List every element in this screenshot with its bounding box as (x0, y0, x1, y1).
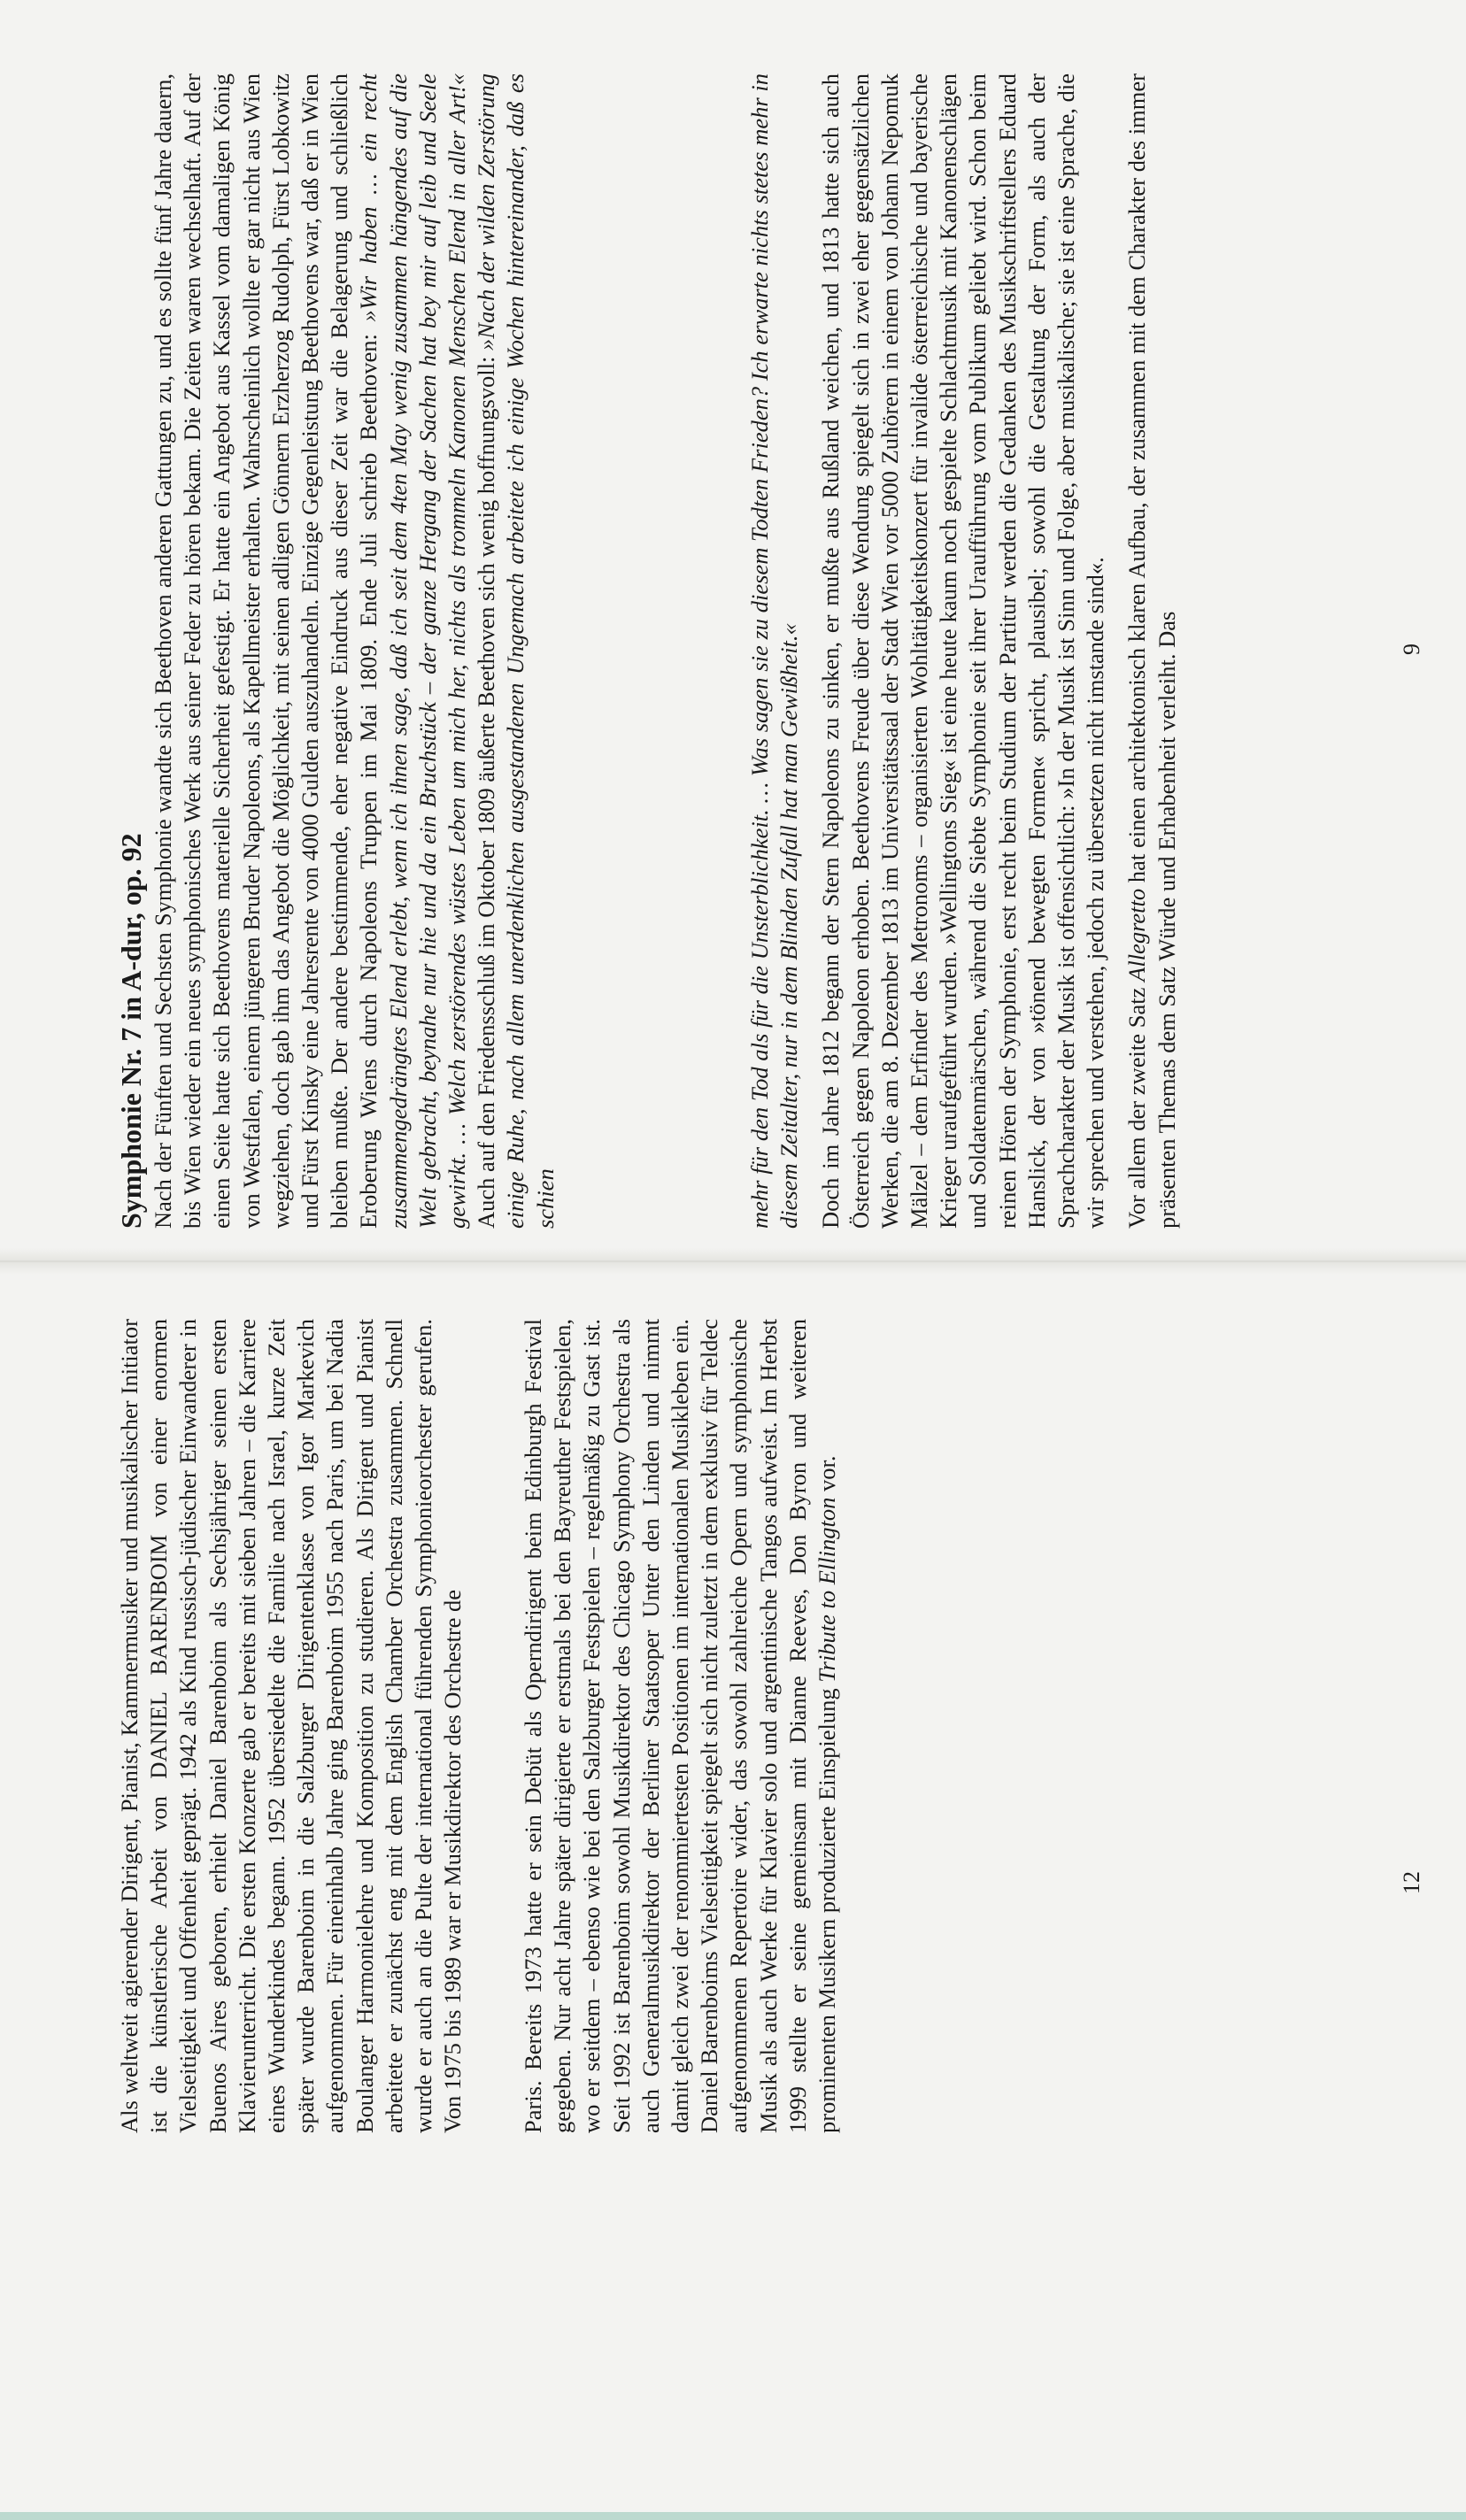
napoleon-paragraph: Doch im Jahre 1812 begann der Stern Napoleons zu sinken, er mußte aus Rußland weichen, und 1813 hatte sich auch Österreich gegen Napoleon erhoben. Beethovens Freude über diese Wendung spiegelt sich in zwei eher gegensätzlichen Werken, die am 8. Dezember 1813 im Universitätssaal der Stadt Wien vor 5000 Zuhörern in einem von Johann Nepomuk Mälzel – dem Erfinder des Metronoms – organisierten Wohltätigkeitskonzert für invalide österreichische und bayerische Krieger uraufgeführt wurden. »Wellingtons Sieg« ist eine heute kaum noch gespielte Schlachtmusik mit Kanonenschlägen und Soldatenmärschen, während die Siebte Symphonie seit ihrer Uraufführung vom Publikum geliebt wird. Schon beim reinen Hören der Symphonie, erst recht beim Studium der Partitur werden die Gedanken des Musikschriftstellers Eduard Hanslick, der von »tönend bewegten Formen« spricht, plausibel; sowohl die Gestaltung der Form, als auch der Sprachcharakter der Musik ist offensichtlich: »In der Musik ist Sinn und Folge, aber musikalische; sie ist eine Sprache, die wir sprechen und verstehen, jedoch zu übersetzen nicht imstande sind«. (817, 73, 1109, 1229)
right-page (115, 73, 1399, 1229)
album-title: Tribute to Ellington (814, 1497, 841, 1683)
beethoven-quote: »Wir haben … ein recht zusammengedrängtes Elend erlebt, wenn ich ihnen sage, daß ich seit dem 4ten May wenig zusammen hängendes auf die Welt gebracht, beynahe nur hie und da ein Bruchstück – der ganze Hergang der Sachen hat bey mir auf leib und Seele gewirkt. … Welch zerstörendes wüstes Leben um mich her, nichts als trommeln Kanonen Menschen Elend in aller Art!« (355, 73, 471, 1229)
beethoven-paragraph: Nach der Fünften und Sechsten Symphonie wandte sich Beethoven anderen Gattungen zu, und es sollte fünf Jahre dauern, bis Wien wieder ein neues symphonisches Werk aus seiner Feder zu hören bekam. Die Zeiten waren wechselhaft. Auf der einen Seite hatte sich Beethovens materielle Sicherheit gefestigt. Er hatte ein Angebot aus Kassel vom damaligen König von Westfalen, einem jüngeren Bruder Napoleons, als Kapellmeister erhalten. Wahrscheinlich wollte er gar nicht aus Wien wegziehen, doch gab ihm das Angebot die Möglichkeit, mit seinen adligen Gönnern Erzherzog Rudolph, Fürst Lobkowitz und Fürst Kinsky eine Jahresrente von 4000 Gulden auszuhandeln. Einzige Gegenleistung Beethovens war, daß er in Wien bleiben mußte. Der andere bestimmende, eher negative Eindruck aus dieser Zeit war die Belagerung und schließlich Eroberung Wiens durch Napoleons Truppen im Mai 1809. Ende Juli schrieb Beethoven: »Wir haben … ein recht zusammengedrängtes Elend erlebt, wenn ich ihnen sage, daß ich seit dem 4ten May wenig zusammen hängendes auf die Welt gebracht, beynahe nur hie und da ein Bruchstück – der ganze Hergang der Sachen hat bey mir auf leib und Seele gewirkt. … Welch zerstörendes wüstes Leben um mich her, nichts als trommeln Kanonen Menschen Elend in aller Art!« Auch auf den Friedensschluß im Oktober 1809 äußerte Beethoven sich wenig hoffnungsvoll: »Nach der wilden Zerstörung einige Ruhe, nach allem unerdenklichen ausgestandenen Ungemach arbeitete ich einige Wochen hintereinander, daß es schien (150, 73, 559, 1229)
left-page-column-2 (519, 1319, 899, 2133)
page-number-left: 12 (1399, 1871, 1424, 1894)
allegretto-paragraph: Vor allem der zweite Satz Allegretto hat einen architektonisch klaren Aufbau, der zusammen mit dem Charakter des immer präsenten Themas dem Satz Würde und Erhabenheit verleiht. Das (1123, 73, 1180, 1229)
right-page-column-1 (115, 73, 713, 1229)
section-heading: Symphonie Nr. 7 in A-dur, op. 92 (115, 833, 147, 1229)
movement-name: Allegretto (1123, 888, 1151, 982)
beethoven-quote-2: »Nach der wilden Zerstörung einige Ruhe, nach allem unerdenklichen ausgestandenen Ungemach arbeitete ich einige Wochen hintereinander, daß es schien (473, 73, 559, 1229)
right-page-column-2 (745, 73, 1330, 1229)
scan-edge (0, 2512, 1466, 2520)
left-page-column-1 (115, 1319, 496, 2133)
page-fold (0, 1248, 1466, 1275)
beethoven-quote-2-continued: mehr für den Tod als für die Unsterblichkeit. … Was sagen sie zu diesem Todten Frieden? Ich erwarte nichts stetes mehr in diesem Zeitalter, nur in dem Blinden Zufall hat man Gewißheit.« (746, 73, 803, 1229)
biography-paragraph: Als weltweit agierender Dirigent, Pianist, Kammermusiker und musikalischer Initiator ist die künstlerische Arbeit von DANIEL BARENBOIM von einer enormen Vielseitigkeit und Offenheit geprägt. 1942 als Kind russisch-jüdischer Einwanderer in Buenos Aires geboren, erhielt Daniel Barenboim als Sechsjähriger seinen ersten Klavierunterricht. Die ersten Konzerte gab er bereits mit sieben Jahren – die Karriere eines Wunderkindes begann. 1952 übersiedelte die Familie nach Israel, kurze Zeit später wurde Barenboim in die Salzburger Dirigentenklasse von Igor Markevich aufgenommen. Für eineinhalb Jahre ging Barenboim 1955 nach Paris, um bei Nadia Boulanger Harmonielehre und Komposition zu studieren. Als Dirigent und Pianist arbeitete er zunächst eng mit dem English Chamber Orchestra zusammen. Schnell wurde er auch an die Pulte der international führenden Symphonieorchester gerufen. Von 1975 bis 1989 war er Musikdirektor des Orchestre de (116, 1319, 467, 2133)
left-page (115, 1319, 894, 2133)
page-number-right: 9 (1399, 643, 1424, 655)
biography-paragraph-continued: Paris. Bereits 1973 hatte er sein Debüt als Operndirigent beim Edinburgh Festival gegeben. Nur acht Jahre später dirigierte er erstmals bei den Bayreuther Festspielen, wo er seitdem – ebenso wie bei den Salzburger Festspielen – regelmäßig zu Gast ist. Seit 1992 ist Barenboim sowohl Musikdirektor des Chicago Symphony Orchestra als auch Generalmusikdirektor der Berliner Staatsoper Unter den Linden und nimmt damit gleich zwei der renommiertesten Positionen im internationalen Musikleben ein. Daniel Barenboims Vielseitigkeit spiegelt sich nicht zuletzt in dem exklusiv für Teldec aufgenommenen Repertoire wider, das sowohl zahlreiche Opern und symphonische Musik als auch Werke für Klavier solo und argentinische Tangos aufweist. Im Herbst 1999 stellte er seine gemeinsam mit Dianne Reeves, Don Byron und weiteren prominenten Musikern produzierte Einspielung Tribute to Ellington vor. (520, 1319, 841, 2133)
